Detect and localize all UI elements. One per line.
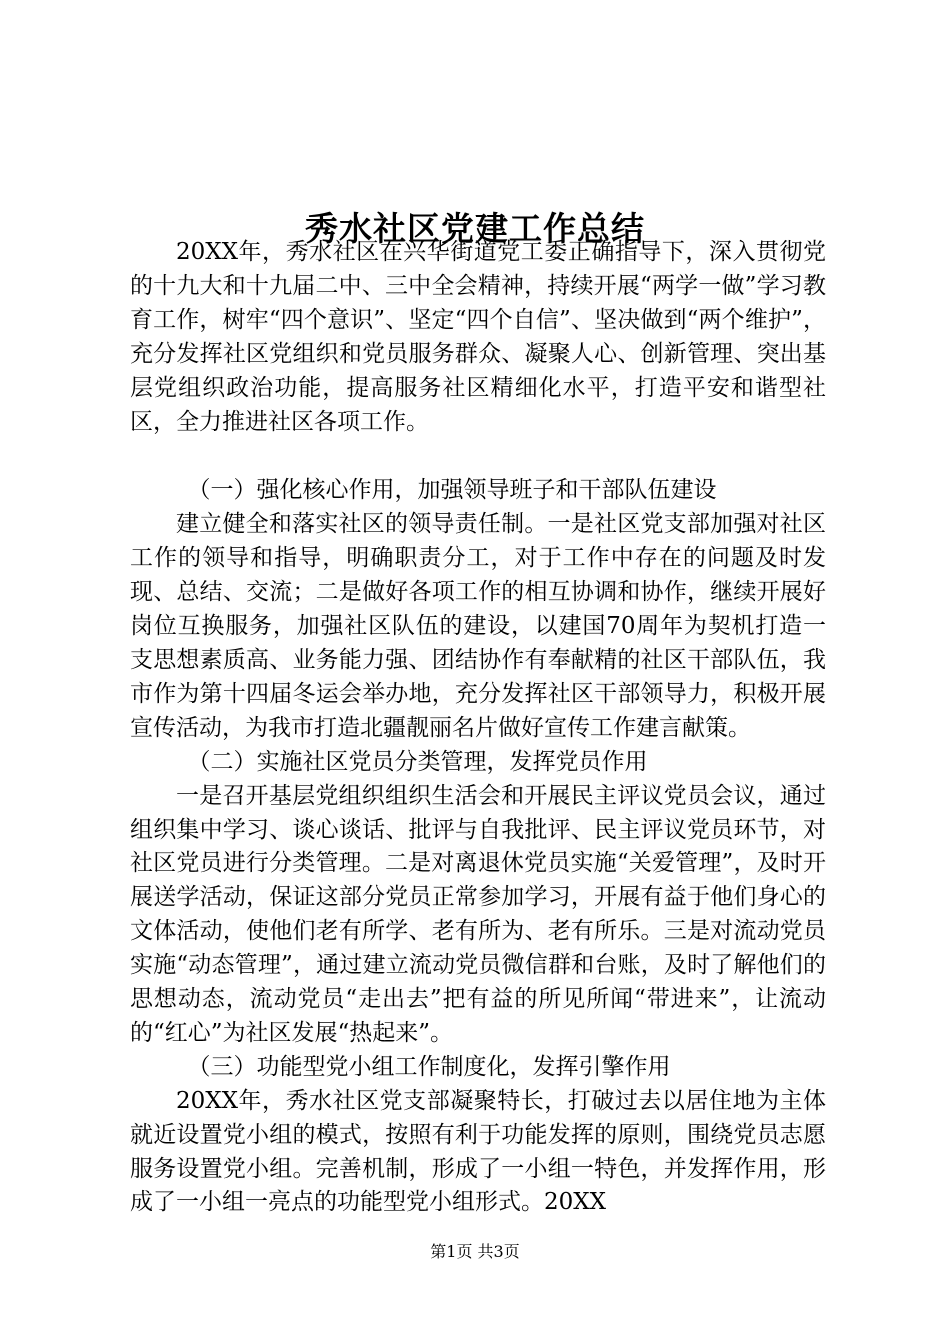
section-heading-1: （一）强化核心作用，加强领导班子和干部队伍建设: [187, 477, 717, 504]
section-body-3: 20XX年，秀水社区党支部凝聚特长，打破过去以居住地为主体就近设置党小组的模式，按照有利于功能发挥的原则，围绕党员志愿服务设置党小组。完善机制，形成了一小组一特色，并发挥作用，形成了一小组一亮点的功能型党小组形式。20XX: [130, 1087, 826, 1216]
document-title: 秀水社区党建工作总结: [305, 209, 645, 249]
intro-paragraph: 20XX年，秀水社区在兴华街道党工委正确指导下，深入贯彻党的十九大和十九届二中、三中全会精神，持续开展“两学一做”学习教育工作，树牢“四个意识”、坚定“四个自信”、坚决做到“两个维护”，充分发挥社区党组织和党员服务群众、凝聚人心、创新管理、突出基层党组织政治功能，提高服务社区精细化水平，打造平安和谐型社区，全力推进社区各项工作。: [130, 239, 826, 435]
page-number: 第1页 共3页: [430, 1242, 520, 1261]
section-heading-3: （三）功能型党小组工作制度化，发挥引擎作用: [187, 1053, 671, 1080]
paragraph-spacer: [130, 439, 826, 474]
section-heading-2: （二）实施社区党员分类管理，发挥党员作用: [187, 748, 648, 775]
document-body: [130, 236, 826, 1220]
section-body-1: 建立健全和落实社区的领导责任制。一是社区党支部加强对社区工作的领导和指导，明确职责分工，对于工作中存在的问题及时发现、总结、交流；二是做好各项工作的相互协调和协作，继续开展好岗位互换服务，加强社区队伍的建设，以建国70周年为契机打造一支思想素质高、业务能力强、团结协作有奉献精的社区干部队伍，我市作为第十四届冬运会举办地，充分发挥社区干部领导力，积极开展宣传活动，为我市打造北疆靓丽名片做好宣传工作建言献策。: [130, 511, 826, 741]
section-body-2: 一是召开基层党组织组织生活会和开展民主评议党员会议，通过组织集中学习、谈心谈话、批评与自我批评、民主评议党员环节，对社区党员进行分类管理。二是对离退休党员实施“关爱管理”，及时开展送学活动，保证这部分党员正常参加学习，开展有益于他们身心的文体活动，使他们老有所学、老有所为、老有所乐。三是对流动党员实施“动态管理”，通过建立流动党员微信群和台账，及时了解他们的思想动态，流动党员“走出去”把有益的所见所闻“带进来”，让流动的“红心”为社区发展“热起来”。: [130, 782, 826, 1046]
